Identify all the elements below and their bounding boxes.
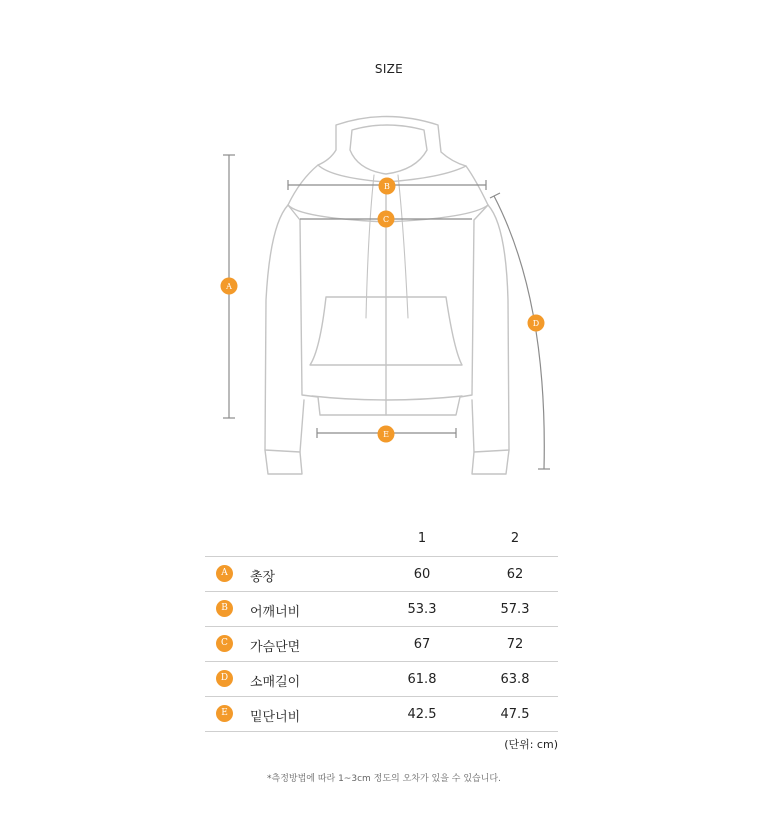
unit-label: (단위: cm): [504, 738, 558, 751]
badge-c: C: [216, 635, 233, 652]
row-value-2: 63.8: [500, 672, 530, 687]
row-value-2: 72: [506, 637, 524, 652]
hood-inner: [350, 125, 427, 174]
left-cuff: [265, 450, 302, 474]
hem-band: [312, 396, 462, 400]
badge-b: B: [216, 600, 233, 617]
table-row: [205, 662, 558, 697]
left-sleeve: [265, 205, 304, 452]
marker-e-label: E: [383, 430, 389, 439]
row-label: 소매길이: [250, 675, 301, 690]
page-title: SIZE: [374, 62, 404, 76]
right-cuff: [472, 450, 509, 474]
row-value-2: 47.5: [500, 707, 530, 722]
size-table-header: [205, 520, 558, 557]
badge-d: D: [216, 670, 233, 687]
table-row: [205, 627, 558, 662]
measurement-note: *측정방법에 따라 1~3cm 정도의 오차가 있을 수 있습니다.: [267, 774, 501, 784]
size-header-1: 1: [417, 531, 427, 546]
table-row: [205, 697, 558, 732]
hood-outline: [318, 117, 466, 183]
badge-a: A: [216, 565, 233, 582]
row-value-1: 42.5: [407, 707, 437, 722]
size-table: [205, 520, 558, 732]
marker-c-label: C: [382, 215, 390, 224]
right-sleeve: [472, 205, 509, 452]
badge-e: E: [216, 705, 233, 722]
marker-d-label: D: [532, 319, 540, 328]
table-row: [205, 592, 558, 627]
size-header-2: 2: [510, 531, 520, 546]
body-outline: [288, 165, 488, 415]
row-value-1: 61.8: [407, 672, 437, 687]
row-label: 가슴단면: [250, 640, 301, 655]
row-value-2: 62: [506, 567, 524, 582]
row-value-1: 67: [413, 637, 431, 652]
marker-a-label: A: [226, 282, 232, 291]
row-value-1: 60: [413, 567, 431, 582]
marker-b-label: B: [384, 182, 390, 191]
row-value-2: 57.3: [500, 602, 530, 617]
table-row: [205, 557, 558, 592]
row-label: 어깨너비: [250, 605, 301, 620]
row-value-1: 53.3: [407, 602, 437, 617]
row-label: 총장: [250, 570, 276, 585]
row-label: 밑단너비: [250, 710, 301, 725]
